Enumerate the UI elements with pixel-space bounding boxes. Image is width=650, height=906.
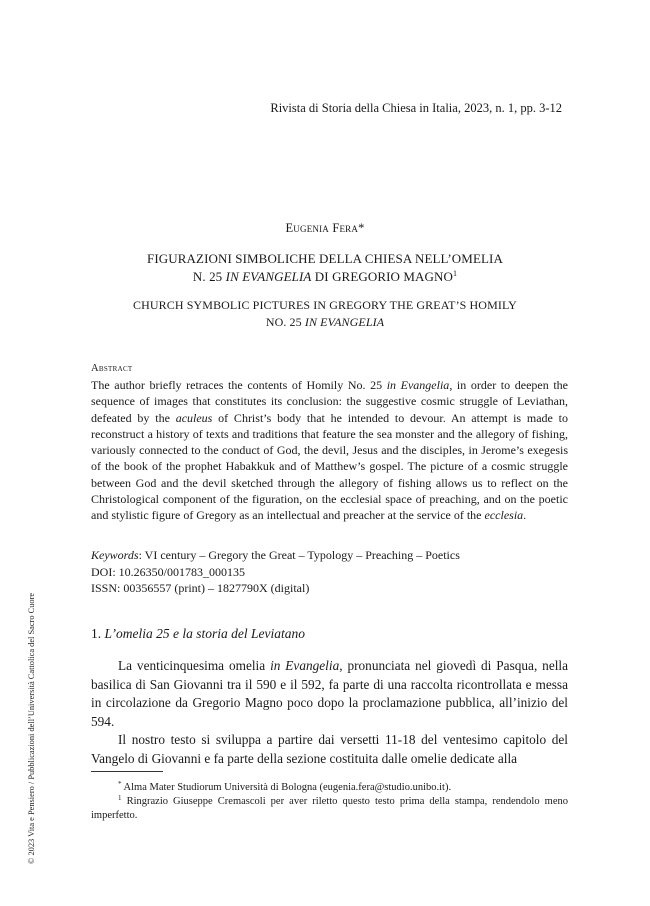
article-metadata — [91, 547, 571, 597]
title-en-line-1: CHURCH SYMBOLIC PICTURES IN GREGORY THE GREAT’S HOMILY — [133, 298, 517, 312]
abstract-italic: ecclesia — [484, 508, 524, 523]
title-it-prefix: N. 25 — [192, 268, 226, 284]
issn-line: ISSN: 00356557 (print) – 1827790X (digital) — [91, 581, 310, 595]
title-footnote-ref: 1 — [453, 268, 458, 278]
author-name-text: Eugenia Fera — [285, 221, 359, 235]
journal-reference: Rivista di Storia della Chiesa in Italia, 2023, n. 1, pp. 3-12 — [270, 101, 562, 115]
body-text — [91, 657, 568, 769]
title-it-suffix: DI GREGORIO MAGNO — [311, 268, 453, 284]
keywords-label: Keywords — [91, 548, 139, 562]
title-en-line-2 — [0, 314, 650, 331]
title-it-line-2 — [0, 268, 650, 286]
abstract-italic: aculeus — [175, 410, 213, 425]
abstract-run: The author briefly retraces the contents of Homily No. 25 — [91, 378, 387, 392]
doi-line: DOI: 10.26350/001783_000135 — [91, 564, 245, 579]
footnote-mark: 1 — [118, 794, 122, 803]
title-en-prefix: NO. 25 — [265, 315, 305, 329]
paragraph-italic: in Evangelia — [270, 658, 340, 673]
paragraph-run: La venticinquesima omelia — [118, 658, 271, 673]
side-copyright-notice: © 2023 Vita e Pensiero / Pubblicazioni dell’Università Cattolica del Sacro Cuore — [27, 592, 36, 864]
section-title: L’omelia 25 e la storia del Leviatano — [104, 626, 305, 641]
footnote-text: Ringrazio Giuseppe Cremascoli per aver riletto questo testo prima della stampa, rendendolo meno imperfetto. — [91, 796, 568, 822]
section-number: 1. — [91, 626, 105, 641]
footnote-text: Alma Mater Studiorum Università di Bologna (eugenia.fera@studio.unibo.it). — [121, 782, 452, 793]
footnote-mark: * — [118, 780, 122, 788]
keywords-value: : VI century – Gregory the Great – Typology – Preaching – Poetics — [138, 548, 460, 562]
abstract-text — [91, 377, 568, 524]
abstract-italic: in Evangelia — [386, 378, 450, 392]
paragraph — [91, 657, 568, 731]
title-it-line-1: FIGURAZIONI SIMBOLICHE DELLA CHIESA NELL’OMELIA — [147, 251, 503, 266]
abstract-run: , in order to deepen the sequence of images that constitutes its conclusion: the suggestive cosmic struggle of Leviathan, defeated by the — [91, 378, 568, 425]
title-it-italic: IN EVANGELIA — [225, 268, 312, 284]
article-title-italian — [0, 250, 650, 285]
article-title-english — [0, 297, 650, 331]
author-footnote-mark: * — [358, 221, 365, 235]
paragraph: Il nostro testo si sviluppa a partire dai versetti 11-18 del ventesimo capitolo del Vangelo di Giovanni e fa parte della sezione costituita dalle omelie dedicate alla — [91, 732, 568, 766]
footnote-separator — [91, 771, 163, 772]
footnotes — [91, 781, 568, 824]
title-en-italic: IN EVANGELIA — [304, 315, 385, 329]
footnote-1 — [91, 795, 568, 823]
author-name — [0, 221, 650, 236]
abstract-run: . — [523, 508, 527, 523]
footnote-affiliation — [91, 781, 568, 795]
abstract-run: of Christ’s body that he intended to devour. An attempt is made to reconstruct a history of texts and traditions that feature the sea monster and the allegory of fishing, variously connected to the conduct of God, the devil, Jesus and the disciples, in Jerome’s exegesis of the book of the prophet Habakkuk and of Matthew’s gospel. The picture of a cosmic struggle between God and the devil sketched through the allegory of fishing allows us to reflect on the Christological component of the figuration, on the ecclesial space of preaching, and on the poetic and stylistic figure of Gregory as an intellectual and preacher at the service of the — [91, 410, 568, 523]
keywords-line — [91, 547, 571, 564]
paragraph-run: , pronunciata nel giovedì di Pasqua, nella basilica di San Giovanni tra il 590 e il 592, fa parte di una raccolta ricontrollata e messa in circolazione da Gregorio Magno poco dopo la proclamazione pubblica, all’inizio del 594. — [91, 658, 569, 729]
abstract-heading: Abstract — [91, 363, 133, 374]
section-heading — [91, 626, 305, 642]
